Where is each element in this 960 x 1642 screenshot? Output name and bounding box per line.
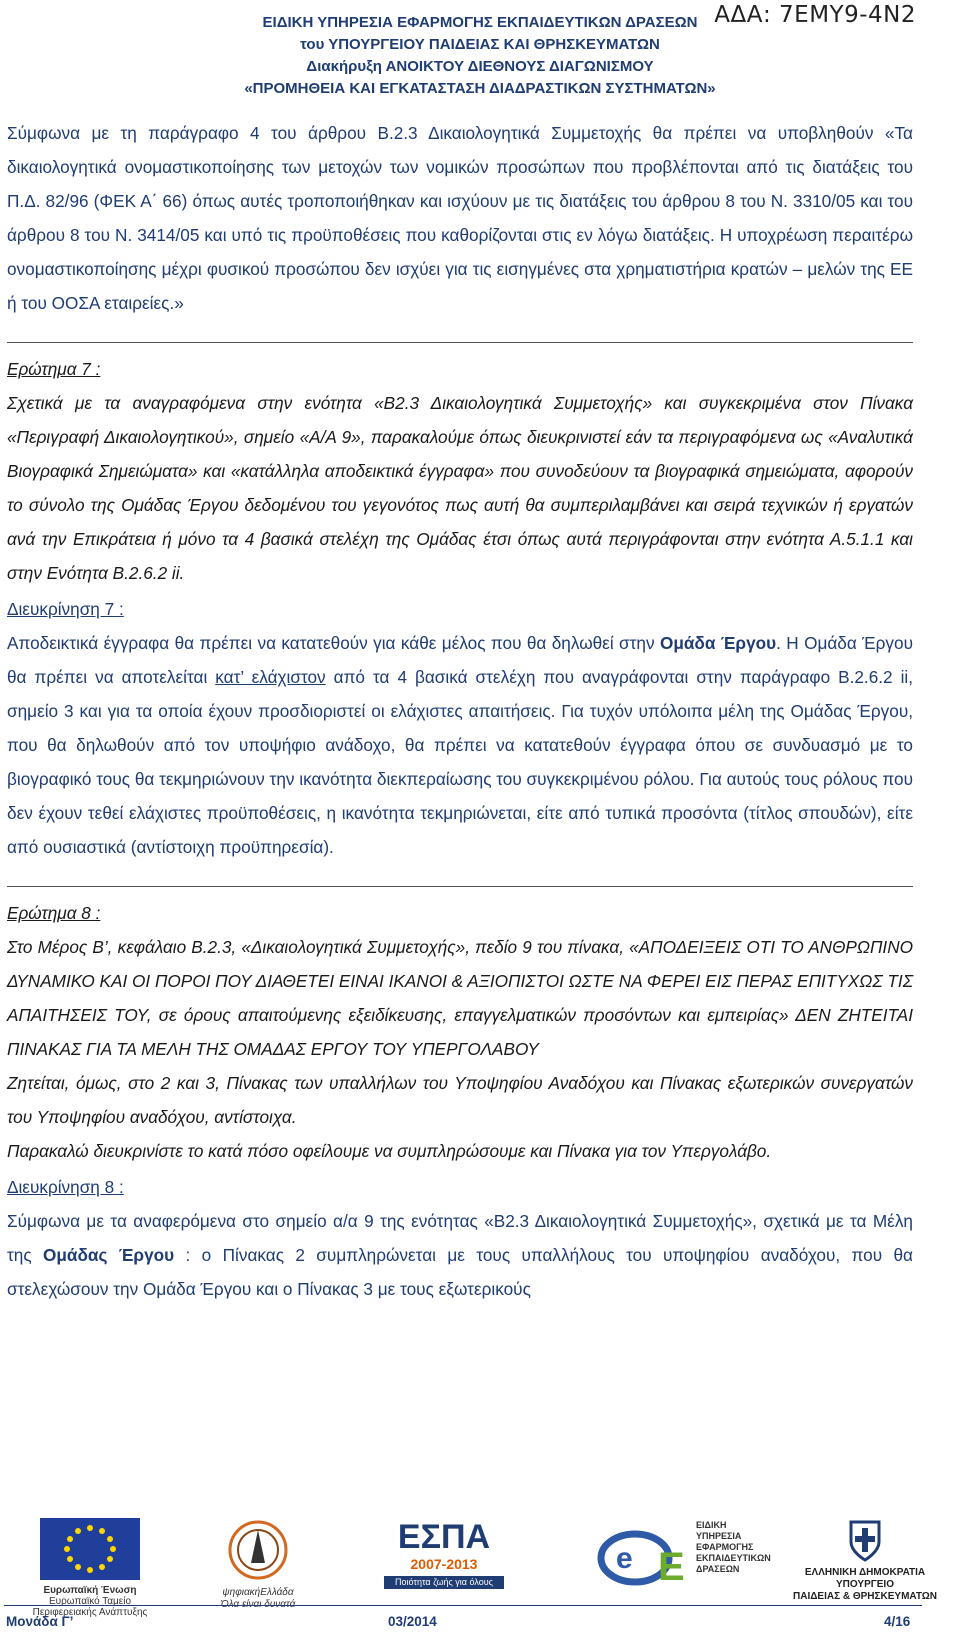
document-header bbox=[0, 12, 960, 100]
header-line-2: του ΥΠΟΥΡΓΕΙΟΥ ΠΑΙΔΕΙΑΣ ΚΑΙ ΘΡΗΣΚΕΥΜΑΤΩΝ bbox=[300, 36, 660, 53]
answer-7-text: Αποδεικτικά έγγραφα θα πρέπει να κατατεθούν για κάθε μέλος που θα δηλωθεί στην Ομάδα Έργου. Η Ομάδα Έργου θα πρέπει να αποτελείται κατ’ ελάχιστον από τα 4 βασικά στελέχη που αναγράφονται στην παράγραφο Β.2.6.2 ii, σημείο 3 και για τα οποία έχουν προσδιοριστεί οι ελάχιστες απαιτήσεις. Για τυχόν υπόλοιπα μέλη της Ομάδας Έργου, που θα δηλωθούν από τον υποψήφιο ανάδοχο, θα πρέπει να κατατεθούν έγγραφα όπου σε συνδυασμό με το βιογραφικό τους θα τεκμηριώνουν την ικανότητα διεκπεραίωσης του συγκεκριμένου ρόλου. Για αυτούς τους ρόλους που δεν έχουν τεθεί ελάχιστες προϋποθέσεις, η ικανότητα τεκμηριώνεται, είτε από τυπικά προσόντα (τίτλος σπουδών), είτε από ουσιαστικά (αντίστοιχη προϋπηρεσία). bbox=[7, 633, 913, 857]
eye-logo: e E ΕΙΔΙΚΗ ΥΠΗΡΕΣΙΑ ΕΦΑΡΜΟΓΗΣ ΕΚΠΑΙΔΕΥΤΙΚΩΝ ΔΡΑΣΕΩΝ bbox=[590, 1524, 790, 1588]
espa-logo: ΕΣΠΑ 2007-2013 Ποιότητα ζωής για όλους bbox=[384, 1518, 504, 1589]
answer-8-heading: Διευκρίνηση 8 : bbox=[7, 1177, 124, 1197]
section-divider bbox=[7, 886, 913, 887]
question-8-heading: Ερώτημα 8 : bbox=[7, 903, 101, 923]
team-bold: Ομάδα Έργου bbox=[659, 633, 777, 653]
ada-watermark: ΑΔΑ: 7ΕΜΥ9-4Ν2 bbox=[714, 2, 916, 28]
eye-emblem-icon bbox=[590, 1524, 700, 1588]
header-line-4: «ΠΡΟΜΗΘΕΙΑ ΚΑΙ ΕΓΚΑΤΑΣΤΑΣΗ ΔΙΑΔΡΑΣΤΙΚΩΝ ΣΥΣΤΗΜΑΤΩΝ» bbox=[244, 80, 716, 97]
eu-logo: Ευρωπαϊκή Ένωση Ευρωπαϊκό Ταμείο Περιφερειακής Ανάπτυξης bbox=[30, 1518, 150, 1618]
footer-rule bbox=[4, 1605, 922, 1606]
team-bold: Ομάδας Έργου bbox=[43, 1245, 175, 1265]
question-8-para-2: Ζητείται, όμως, στο 2 και 3, Πίνακας των υπαλλήλων του Υποψηφίου Αναδόχου και Πίνακας εξωτερικών συνεργατών του Υποψηφίου αναδόχου, αντίστοιχα. bbox=[7, 1073, 913, 1127]
question-7-text: Σχετικά με τα αναγραφόμενα στην ενότητα «Β2.3 Δικαιολογητικά Συμμετοχής» και συγκεκριμένα στον Πίνακα «Περιγραφή Δικαιολογητικού», σημείο «Α/Α 9», παρακαλούμε όπως διευκρινιστεί εάν τα περιγραφόμενα ως «Αναλυτικά Βιογραφικά Σημειώματα» και «κατάλληλα αποδεικτικά έγγραφα» που συνοδεύουν τα βιογραφικά σημειώματα, αφορούν το σύνολο της Ομάδας Έργου δεδομένου του γεγονότος πως αυτή θα συμπεριλαμβάνει και σειρά τεχνικών ή εργατών ανά την Επικράτεια ή μόνο τα 4 βασικά στελέχη της Ομάδας έτσι όπως αυτά περιγράφονται στην ενότητα Α.5.1.1 και στην Ενότητα Β.2.6.2 ii. bbox=[7, 393, 913, 583]
header-line-3: Διακήρυξη ΑΝΟΙΚΤΟΥ ΔΙΕΘΝΟΥΣ ΔΙΑΓΩΝΙΣΜΟΥ bbox=[306, 58, 654, 75]
header-line-1: ΕΙΔΙΚΗ ΥΠΗΡΕΣΙΑ ΕΦΑΡΜΟΓΗΣ ΕΚΠΑΙΔΕΥΤΙΚΩΝ ΔΡΑΣΕΩΝ bbox=[262, 14, 698, 31]
footer-logos bbox=[0, 1518, 960, 1642]
eu-flag-icon bbox=[30, 1518, 150, 1580]
digital-greece-logo: ψηφιακήΕλλάδα Όλα είναι δυνατά bbox=[198, 1518, 318, 1611]
svg-text:e: e bbox=[616, 1542, 633, 1575]
section-divider bbox=[7, 342, 913, 343]
question-7-heading: Ερώτημα 7 : bbox=[7, 359, 101, 379]
answer-8-text: Σύμφωνα με τα αναφερόμενα στο σημείο α/α 9 της ενότητας «Β2.3 Δικαιολογητικά Συμμετοχής», σχετικά με τα Μέλη της Ομάδας Έργου : ο Πίνακας 2 συμπληρώνεται με τους υπαλλήλους του υποψηφίου αναδόχου, που θα στελεχώσουν την Ομάδα Έργου και ο Πίνακας 3 με τους εξωτερικούς bbox=[7, 1211, 913, 1299]
footer-page-number: 4/16 bbox=[884, 1614, 911, 1629]
document-body bbox=[7, 116, 913, 1306]
question-8-para-1: Στο Μέρος Β’, κεφάλαιο Β.2.3, «Δικαιολογητικά Συμμετοχής», πεδίο 9 του πίνακα, «ΑΠΟΔΕΙΞΕΙΣ ΟΤΙ ΤΟ ΑΝΘΡΩΠΙΝΟ ΔΥΝΑΜΙΚΟ ΚΑΙ ΟΙ ΠΟΡΟΙ ΠΟΥ ΔΙΑΘΕΤΕΙ ΕΙΝΑΙ ΙΚΑΝΟΙ & ΑΞΙΟΠΙΣΤΟΙ ΩΣΤΕ ΝΑ ΦΕΡΕΙ ΕΙΣ ΠΕΡΑΣ ΕΠΙΤΥΧΩΣ ΤΙΣ ΑΠΑΙΤΗΣΕΙΣ ΤΟΥ, σε όρους απαιτούμενης εξειδίκευσης, επαγγελματικών προσόντων και εμπειρίας» ΔΕΝ ΖΗΤΕΙΤΑΙ ΠΙΝΑΚΑΣ ΓΙΑ ΤΑ ΜΕΛΗ ΤΗΣ ΟΜΑΔΑΣ ΕΡΓΟΥ ΤΟΥ ΥΠΕΡΓΟΛΑΒΟΥ bbox=[7, 937, 913, 1059]
intro-paragraph: Σύμφωνα με τη παράγραφο 4 του άρθρου Β.2.3 Δικαιολογητικά Συμμετοχής θα πρέπει να υποβληθούν «Τα δικαιολογητικά ονομαστικοποίησης των μετοχών των νομικών προσώπων που προβλέπονται από τις διατάξεις του Π.Δ. 82/96 (ΦΕΚ Α΄ 66) όπως αυτές τροποποιήθηκαν και ισχύουν με τις διατάξεις του άρθρου 8 του Ν. 3310/05 και του άρθρου 8 του Ν. 3414/05 και υπό τις προϋποθέσεις που καθορίζονται στις εν λόγω διατάξεις. Η υποχρέωση περαιτέρω ονομαστικοποίησης μέχρι φυσικού προσώπου δεν ισχύει για τις εισηγμένες στα χρηματιστήρια κρατών – μελών της ΕΕ ή του ΟΟΣΑ εταιρείες.» bbox=[7, 123, 913, 313]
answer-7-heading: Διευκρίνηση 7 : bbox=[7, 599, 124, 619]
footer-unit: Μονάδα Γ’ bbox=[6, 1614, 74, 1629]
footer-date: 03/2014 bbox=[388, 1614, 437, 1629]
minimum-underline: κατ’ ελάχιστον bbox=[215, 667, 326, 687]
greek-republic-logo: ΕΛΛΗΝΙΚΗ ΔΗΜΟΚΡΑΤΙΑ ΥΠΟΥΡΓΕΙΟ ΠΑΙΔΕΙΑΣ & ΘΡΗΣΚΕΥΜΑΤΩΝ bbox=[790, 1518, 940, 1603]
digital-greece-emblem-icon bbox=[223, 1518, 293, 1582]
greek-emblem-icon bbox=[845, 1518, 885, 1562]
svg-text:E: E bbox=[658, 1545, 685, 1588]
question-8-para-3: Παρακαλώ διευκρινίστε το κατά πόσο οφείλουμε να συμπληρώσουμε και Πίνακα για τον Υπεργολάβο. bbox=[7, 1141, 772, 1161]
